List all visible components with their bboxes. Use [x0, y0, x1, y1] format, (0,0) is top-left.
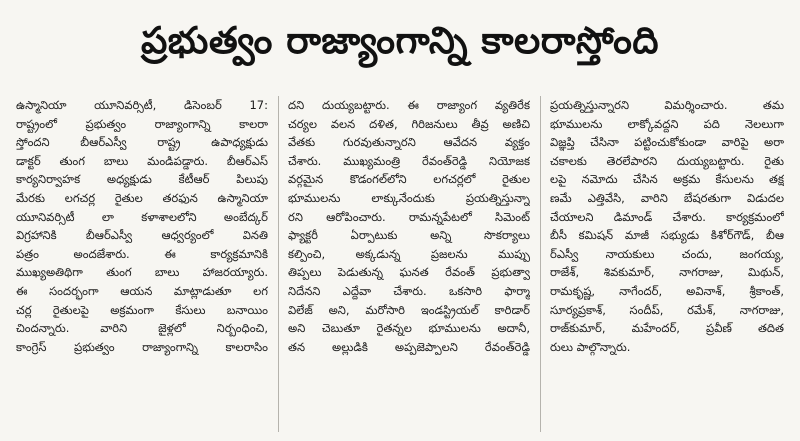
- text-line: చేశారు. ముఖ్యమంత్రి రేవంత్‌రెడ్డి నియోజక: [288, 153, 530, 168]
- text-line: ణమే ఎత్తివేసి, వారిని బేషరతుగా విడుదల: [550, 190, 784, 205]
- text-line: తిప్పలు పెడుతున్న ఘనత రేవంత్ ప్రభుత్వా: [288, 265, 530, 280]
- text-line: విగ్రహానికి బీఆర్ఎస్వీ ఆధ్వర్యంలో వినతి: [16, 228, 268, 243]
- text-line: లపై నమోదు చేసిన అక్రమ కేసులను తక్ష: [550, 172, 784, 187]
- text-line: రులు పాల్గొన్నారు.: [550, 339, 631, 354]
- text-line: వేతకు గురవుతున్నారని ఆవేదన వ్యక్తం: [288, 135, 530, 150]
- text-line: ఉస్మానియా యూనివర్సిటీ, డిసెంబర్ 17:: [16, 98, 268, 112]
- text-line: స్తోందని బీఆర్ఎస్వీ రాష్ట్ర ఉపాధ్యక్షుడు: [16, 135, 268, 150]
- text-line: విలేజ్ అని, మరోసారి ఇండస్ట్రియల్ కారిడార్: [288, 302, 530, 317]
- text-line: మేరకు లగచర్ల రైతుల తరఫున ఉస్మానియా: [16, 190, 268, 205]
- text-line: చకాలకు తెరలేపారని దుయ్యబట్టారు. రైతు: [550, 153, 784, 168]
- text-line: తన అల్లుడికి అప్పజెప్పాలని రేవంత్‌రెడ్డి: [288, 339, 530, 354]
- text-line: అని చెబుతూ రైతన్నల భూములను అదానీ,: [288, 321, 530, 336]
- text-line: విజ్ఞప్తి చేసినా పట్టించుకోకుండా వారిపై అరా: [550, 135, 784, 150]
- text-line: రామకృష్ణ, నాగేందర్, అవినాశ్, శ్రీకాంత్,: [550, 283, 784, 298]
- text-line: సూర్యప్రకాశ్, సందీప్, రమేశ్, నాగరాజు,: [550, 302, 784, 317]
- text-line: బీసీ కమిషన్ మాజీ సభ్యుడు కిశోర్‌గౌడ్, బీఆ: [550, 228, 784, 243]
- text-line: దని దుయ్యబట్టారు. ఈ రాజ్యాంగ వ్యతిరేక: [288, 98, 530, 112]
- text-line: చేయాలని డిమాండ్ చేశారు. కార్యక్రమంలో: [550, 209, 784, 224]
- text-line: వర్గమైన కొడంగల్‌లోని లగచర్లలో రైతుల: [288, 172, 530, 187]
- article-body: [16, 96, 784, 432]
- text-line: భూములను లాక్కునేందుకు ప్రయత్నిస్తున్నా: [288, 190, 530, 205]
- text-line: ఫ్యాక్టరీ ఏర్పాటుకు అన్ని సొకర్యాలు: [288, 228, 530, 243]
- column-2: [278, 96, 540, 432]
- text-line: ముఖ్యఅతిథిగా తుంగ బాలు హాజరయ్యారు.: [16, 265, 268, 280]
- text-line: కాంగ్రెస్ ప్రభుత్వం రాజ్యాంగాన్ని కాలరాసిం: [16, 339, 268, 354]
- headline: ప్రభుత్వం రాజ్యాంగాన్ని కాలరాస్తోంది: [140, 19, 660, 62]
- text-line: చిందన్నారు. వారిని జైళ్లలో నిర్బంధించి,: [16, 321, 268, 336]
- text-line: ఈ సందర్భంగా ఆయన మాట్లాడుతూ లగ: [16, 283, 268, 298]
- text-line: రాజేశ్, శివకుమార్, నాగరాజు, మిథున్,: [550, 265, 784, 280]
- text-line: చర్యల వలన దళిత, గిరిజనులు తీవ్ర అణిచి: [288, 116, 530, 131]
- text-line: భూములను లాక్కోవద్దని పది నెలలుగా: [550, 116, 784, 131]
- text-line: కార్యనిర్వాహక అధ్యక్షుడు కేటీఆర్ పిలుపు: [16, 172, 268, 187]
- text-line: నిదేనని ఎద్దేవా చేశారు. ఒకసారి ఫార్మా: [288, 283, 530, 298]
- text-line: ర్ఎస్వీ నాయకులు చందు, జంగయ్య,: [550, 246, 784, 261]
- text-line: రాష్ట్రంలో ప్రభుత్వం రాజ్యాంగాన్ని కాలరా: [16, 116, 268, 131]
- text-line: పత్రం అందజేశారు. ఈ కార్యక్రమానికి: [16, 246, 268, 261]
- text-line: ప్రయత్నిస్తున్నారని విమర్శించారు. తమ: [550, 98, 784, 112]
- text-line: కల్పించి, అక్కడున్న ప్రజలను ముప్పు: [288, 246, 530, 261]
- column-1: [16, 96, 278, 432]
- text-line: డాక్టర్ తుంగ బాలు మండిపడ్డారు. బీఆర్ఎస్: [16, 153, 268, 168]
- column-3: [540, 96, 784, 432]
- text-line: రాజ్‌కుమార్, మహేందర్, ప్రవీణ్ తదిత: [550, 321, 784, 336]
- text-line: చర్ల రైతులపై అక్రమంగా కేసులు బనాయిం: [16, 302, 268, 317]
- text-line: యూనివర్సిటీ లా కళాశాలలోని అంబేద్కర్: [16, 209, 268, 224]
- text-line: రని ఆరోపించారు. రామన్నపేటలో సిమెంట్: [288, 209, 530, 224]
